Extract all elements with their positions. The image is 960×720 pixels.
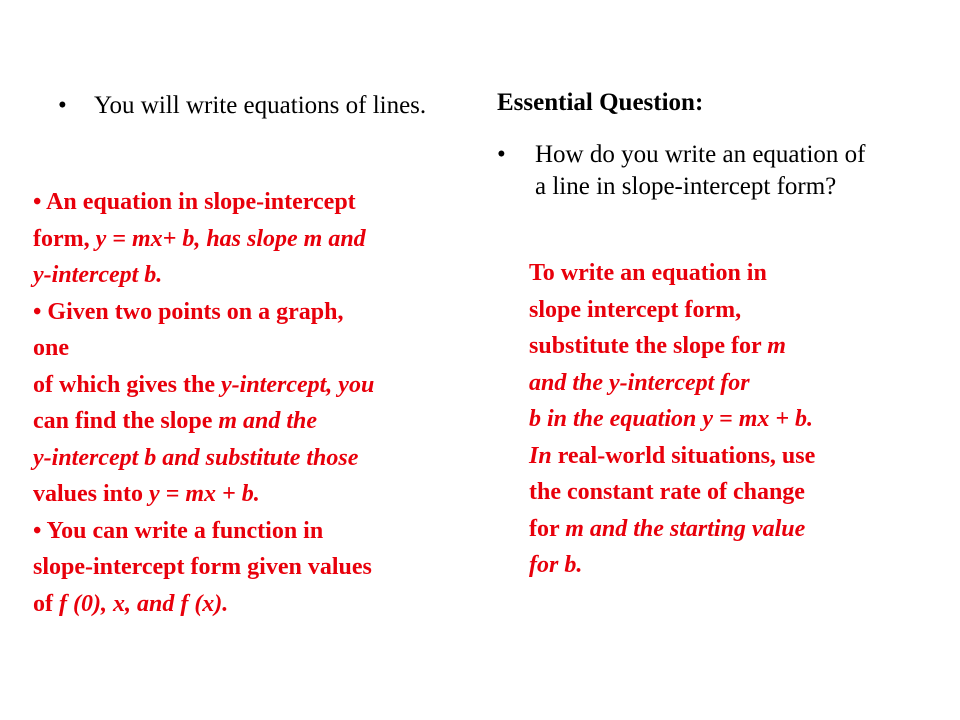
note-text: of: [33, 590, 59, 617]
note-line: [33, 184, 374, 221]
essential-question-heading: Essential Question:: [497, 89, 704, 116]
note-text: m and the starting value: [565, 515, 806, 542]
note-text: y-intercept, you: [221, 371, 375, 398]
note-text: real-world situations, use: [551, 442, 816, 469]
note-text: and the y-intercept for: [529, 369, 750, 396]
note-text: y-intercept b.: [33, 262, 163, 288]
right-notes: [529, 255, 815, 584]
note-line: [33, 476, 374, 513]
note-text: b in the equation y = mx + b.: [529, 406, 814, 432]
note-text: slope intercept form,: [529, 296, 742, 323]
note-line: [33, 367, 374, 404]
essential-question-text: How do you write an equation of a line in slope-intercept form?: [535, 141, 866, 200]
note-text: for: [529, 515, 566, 542]
note-text: y = mx+ b, has slope m and: [95, 225, 366, 252]
note-text: y = mx + b.: [149, 481, 260, 507]
note-line: [529, 438, 815, 475]
note-text: substitute the slope for: [529, 333, 768, 359]
note-text: m: [767, 333, 786, 359]
note-text: the constant rate of change: [529, 479, 805, 505]
note-line: [529, 547, 815, 584]
bullet-dot: •: [58, 92, 67, 119]
note-text: for b.: [529, 552, 583, 578]
note-text: values into: [33, 481, 150, 507]
note-line: [33, 549, 374, 586]
note-text: f (0), x, and f (x).: [59, 590, 229, 617]
note-text: m and the: [218, 408, 318, 434]
note-text: one: [33, 335, 69, 361]
note-line: [33, 513, 374, 550]
note-line: [33, 221, 374, 258]
note-line: [529, 401, 815, 438]
note-text: To write an equation in: [529, 260, 767, 286]
note-line: [529, 328, 815, 365]
note-text: slope-intercept form given values: [33, 554, 372, 580]
note-text: y-intercept b and substitute those: [33, 444, 359, 471]
left-notes: [33, 184, 374, 622]
note-text: • Given two points on a graph,: [33, 298, 344, 325]
essential-question-item: [497, 139, 877, 203]
bullet-dot: •: [497, 141, 506, 168]
note-text: can find the slope: [33, 408, 219, 434]
note-line: [33, 403, 374, 440]
note-line: [529, 255, 815, 292]
note-text: form,: [33, 225, 96, 252]
note-text: • An equation in slope-intercept: [33, 189, 356, 215]
note-line: [33, 257, 374, 294]
note-line: [33, 294, 374, 331]
note-line: [529, 511, 815, 548]
note-text: • You can write a function in: [33, 517, 324, 544]
note-line: [33, 330, 374, 367]
objective-text: You will write equations of lines.: [94, 92, 427, 119]
objective-item: [58, 90, 458, 122]
note-line: [529, 292, 815, 329]
note-text: of which gives the: [33, 371, 221, 398]
note-text: In: [529, 442, 552, 469]
note-line: [33, 440, 374, 477]
note-line: [33, 586, 374, 623]
note-line: [529, 365, 815, 402]
note-line: [529, 474, 815, 511]
